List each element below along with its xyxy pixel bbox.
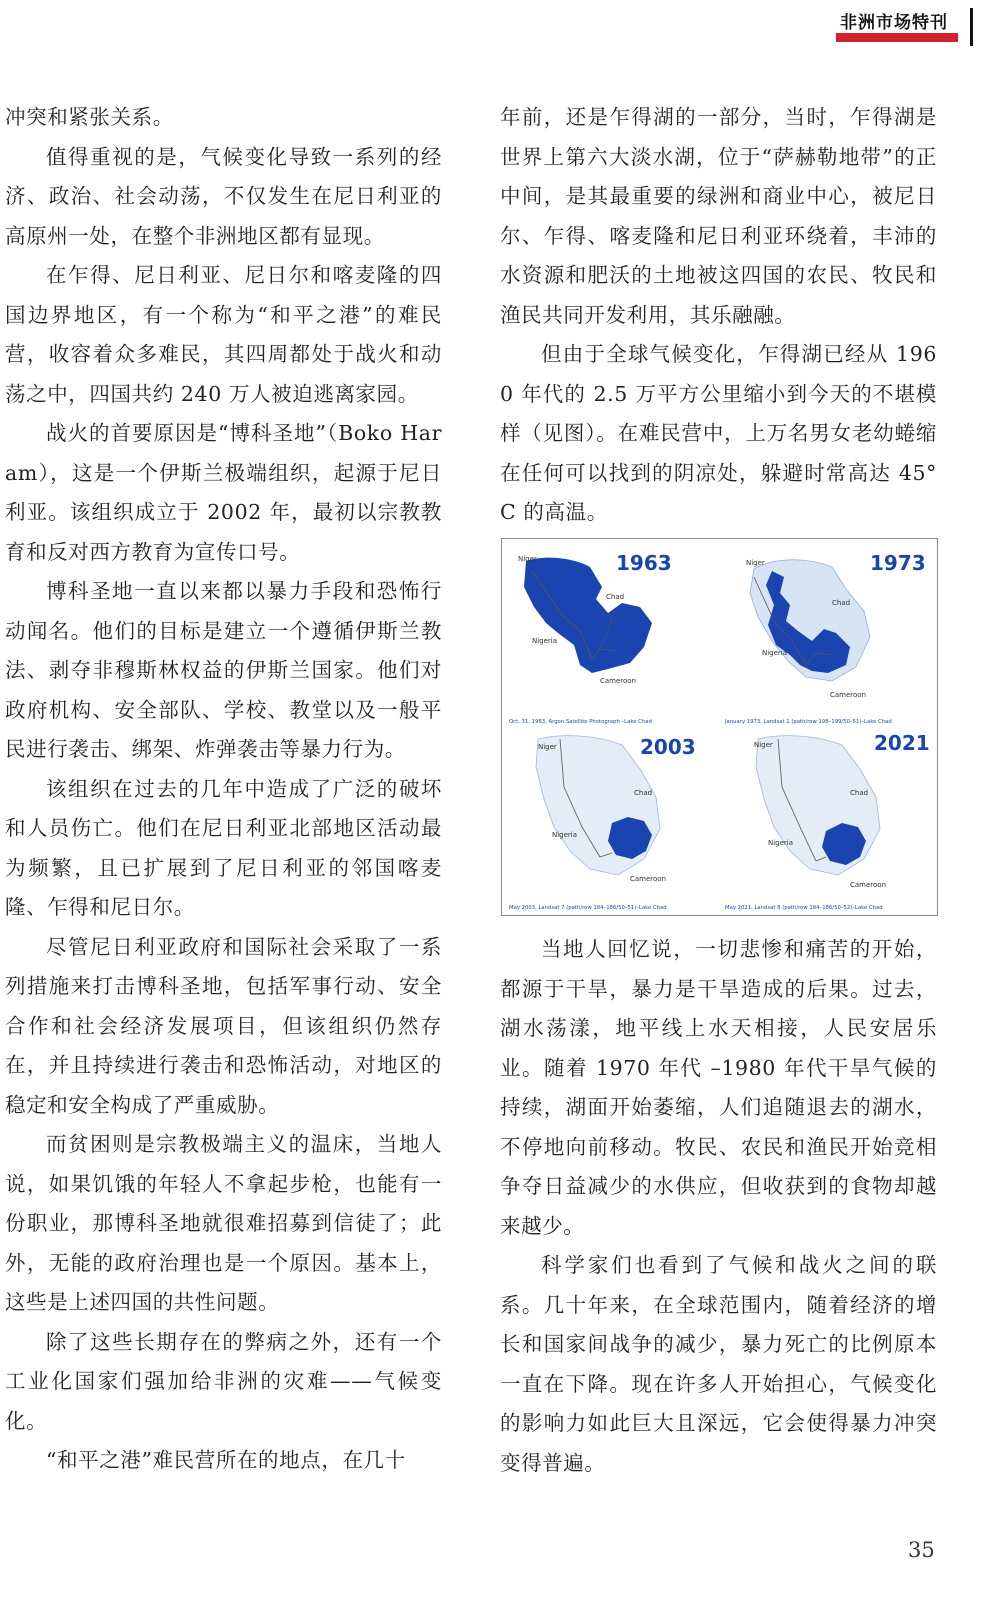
paragraph: 除了这些长期存在的弊病之外，还有一个工业化国家们强加给非洲的灾难——气候变化。 xyxy=(5,1329,442,1433)
country-label-niger: Niger xyxy=(538,743,557,751)
country-label-nigeria: Nigeria xyxy=(532,637,558,645)
paragraph: 年前，还是乍得湖的一部分，当时，乍得湖是世界上第六大淡水湖，位于“萨赫勒地带”的正中间，是其最重要的绿洲和商业中心，被尼日尔、乍得、喀麦隆和尼日利亚环绕着，丰沛的水资源和肥沃的土地被这四国的农民、牧民和渔民共同开发利用，其乐融融。 xyxy=(500,105,937,327)
year-label: 1963 xyxy=(616,551,672,575)
country-label-cameroon: Cameroon xyxy=(830,691,867,699)
map-panel-1963 xyxy=(504,541,720,727)
paragraph: 科学家们也看到了气候和战火之间的联系。几十年来，在全球范围内，随着经济的增长和国家间战争的减少，暴力死亡的比例原本一直在下降。现在许多人开始担心，气候变化的影响力如此巨大且深远，它会使得暴力冲突变得普遍。 xyxy=(500,1253,937,1475)
paragraph: 而贫困则是宗教极端主义的温床，当地人说，如果饥饿的年轻人不拿起步枪，也能有一份职业，那博科圣地就很难招募到信徒了；此外，无能的政府治理也是一个原因。基本上，这些是上述四国的共性问题。 xyxy=(5,1132,442,1314)
country-label-chad: Chad xyxy=(634,789,653,797)
article-left-column xyxy=(5,98,442,1481)
year-label: 2003 xyxy=(640,735,696,759)
country-label-niger: Niger xyxy=(518,555,537,563)
country-label-niger: Niger xyxy=(746,559,765,567)
paragraph: 在乍得、尼日利亚、尼日尔和喀麦隆的四国边界地区，有一个称为“和平之港”的难民营，收容着众多难民，其四周都处于战火和动荡之中，四国共约 240 万人被迫逃离家园。 xyxy=(5,263,442,406)
year-label: 2021 xyxy=(874,731,930,755)
country-label-niger: Niger xyxy=(754,741,773,749)
header-accent-bar xyxy=(836,33,958,42)
map-panel-2021 xyxy=(720,727,936,913)
country-label-nigeria: Nigeria xyxy=(762,649,788,657)
paragraph: 尽管尼日利亚政府和国际社会采取了一系列措施来打击博科圣地，包括军事行动、安全合作和社会经济发展项目，但该组织仍然存在，并且持续进行袭击和恐怖活动，对地区的稳定和安全构成了严重威胁。 xyxy=(5,934,442,1117)
lake-chad-comparison-figure xyxy=(501,538,938,916)
paragraph: 战火的首要原因是“博科圣地”（Boko Haram），这是一个伊斯兰极端组织，起源于尼日利亚。该组织成立于 2002 年，最初以宗教教育和反对西方教育为宣传口号。 xyxy=(5,421,442,564)
country-label-cameroon: Cameroon xyxy=(600,677,637,685)
article-right-column-bottom xyxy=(500,930,937,1483)
country-label-chad: Chad xyxy=(850,789,869,797)
article-right-column-top xyxy=(500,98,937,533)
figure-caption: January 1973, Landsat 1 (path/row 198–199/50–51)–Lake Chad xyxy=(725,719,892,725)
country-label-chad: Chad xyxy=(606,593,625,601)
paragraph: 当地人回忆说，一切悲惨和痛苦的开始，都源于干旱，暴力是干旱造成的后果。过去，湖水荡漾，地平线上水天相接，人民安居乐业。随着 1970 年代 –1980 年代干旱气候的持续，湖面开始萎缩，人们追随退去的湖水，不停地向前移动。牧民、农民和渔民开始竞相争夺日益减少的水供应，但收获到的食物却越来越少。 xyxy=(500,937,937,1238)
map-panel-1973 xyxy=(720,541,936,727)
page-number: 35 xyxy=(908,1538,935,1562)
figure-caption: May 2003, Landsat 7 (path/row 184–186/50–51)–Lake Chad xyxy=(509,905,667,911)
paragraph: 该组织在过去的几年中造成了广泛的破坏和人员伤亡。他们在尼日利亚北部地区活动最为频繁，且已扩展到了尼日利亚的邻国喀麦隆、乍得和尼日尔。 xyxy=(5,776,442,919)
country-label-cameroon: Cameroon xyxy=(630,875,667,883)
paragraph: 但由于全球气候变化，乍得湖已经从 1960 年代的 2.5 万平方公里缩小到今天的不堪模样（见图）。在难民营中，上万名男女老幼蜷缩在任何可以找到的阴凉处，躲避时常高达 45° C 的高温。 xyxy=(500,342,937,524)
map-panel-2003 xyxy=(504,727,720,913)
figure-caption: May 2021, Landsat 8 (path/row 184–186/50–52)–Lake Chad xyxy=(725,905,883,911)
magazine-section-title: 非洲市场特刊 xyxy=(840,13,948,33)
header-vertical-rule xyxy=(970,8,973,46)
country-label-chad: Chad xyxy=(832,599,851,607)
lake-map-1963 xyxy=(504,541,720,727)
year-label: 1973 xyxy=(870,551,926,575)
country-label-nigeria: Nigeria xyxy=(768,839,794,847)
country-label-cameroon: Cameroon xyxy=(850,881,887,889)
figure-caption: Oct. 31, 1963, Argon Satellite Photograph –Lake Chad xyxy=(509,719,652,725)
paragraph: 博科圣地一直以来都以暴力手段和恐怖行动闻名。他们的目标是建立一个遵循伊斯兰教法、剥夺非穆斯林权益的伊斯兰国家。他们对政府机构、安全部队、学校、教堂以及一般平民进行袭击、绑架、炸弹袭击等暴力行为。 xyxy=(5,579,442,761)
paragraph: 冲突和紧张关系。 xyxy=(5,105,174,129)
paragraph: “和平之港”难民营所在的地点，在几十 xyxy=(46,1448,406,1472)
country-label-nigeria: Nigeria xyxy=(552,831,578,839)
paragraph: 值得重视的是，气候变化导致一系列的经济、政治、社会动荡，不仅发生在尼日利亚的高原州一处，在整个非洲地区都有显现。 xyxy=(5,144,442,248)
